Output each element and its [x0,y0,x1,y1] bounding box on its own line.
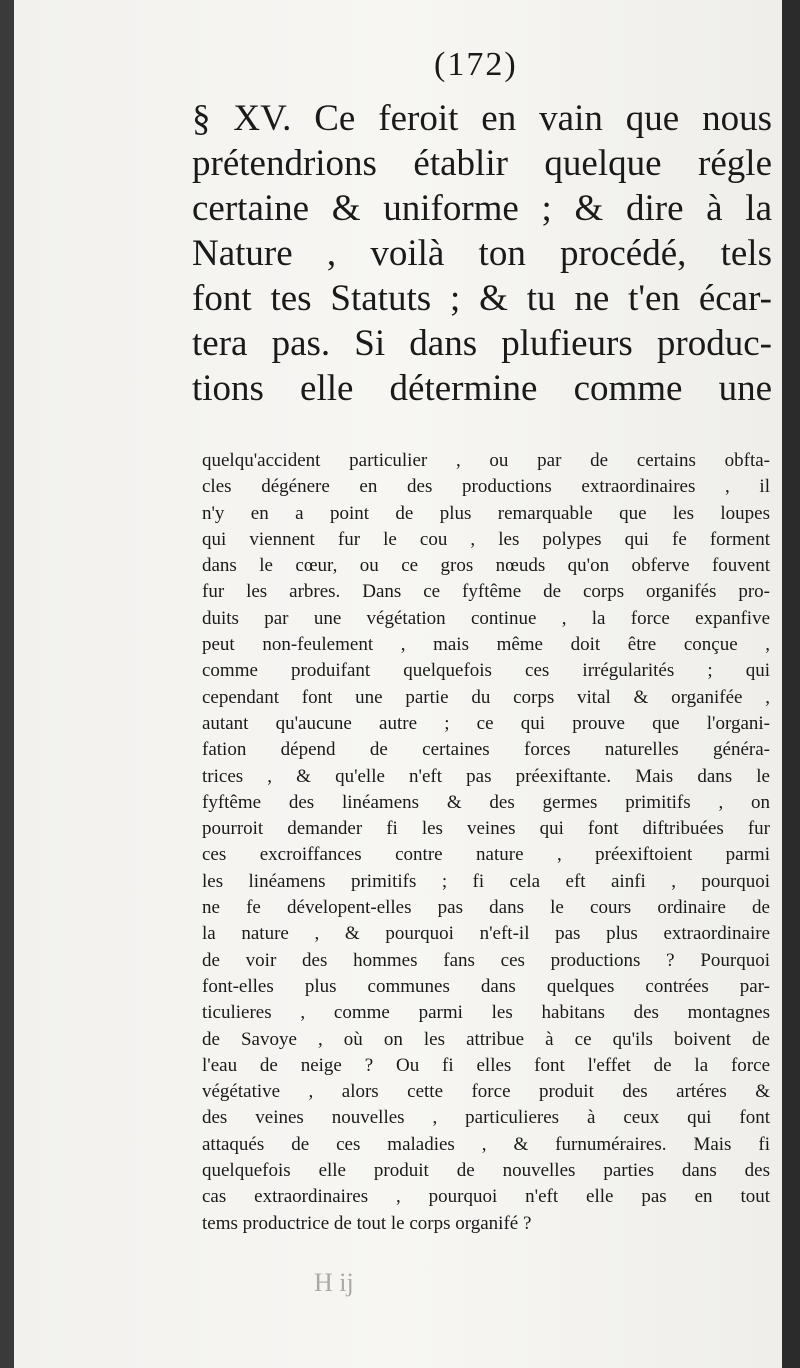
body-line: cependant font une partie du corps vital & organifée , [202,686,770,708]
body-line: qui viennent fur le cou , les polypes qui fe forment [202,528,770,550]
scan-right-edge [782,0,800,1368]
body-line: les linéamens primitifs ; fi cela eft ainfi , pourquoi [202,870,770,892]
body-line: végétative , alors cette force produit des artéres & [202,1081,770,1103]
body-line: des veines nouvelles , particulieres à ceux qui font [202,1107,770,1129]
heading-line: tera pas. Si dans plufieurs produc- [192,323,772,364]
heading-line: prétendrions établir quelque régle [192,143,772,184]
scan-left-edge [0,0,14,1368]
signature-mark: H ij [314,1268,354,1297]
book-page [14,0,782,1368]
body-line: fyftême des linéamens & des germes primitifs , on [202,791,770,813]
body-line: ticulieres , comme parmi les habitans des montagnes [202,1002,770,1024]
body-line: peut non-feulement , mais même doit être conçue , [202,634,770,656]
page-number: (172) [434,46,518,83]
body-line: cles dégénere en des productions extraordinaires , il [202,476,770,498]
body-line: ces excroiffances contre nature , préexiftoient parmi [202,844,770,866]
body-line: pourroit demander fi les veines qui font diftribuées fur [202,818,770,840]
body-line: comme produifant quelquefois ces irrégularités ; qui [202,660,770,682]
body-line: duits par une végétation continue , la force expanfive [202,607,770,629]
heading-line: § XV. Ce feroit en vain que nous [192,98,772,139]
body-line: trices , & qu'elle n'eft pas préexiftante. Mais dans le [202,765,770,787]
body-line: de Savoye , où on les attribue à ce qu'ils boivent de [202,1028,770,1050]
heading-line: font tes Statuts ; & tu ne t'en écar- [192,278,772,319]
body-line: attaqués de ces maladies , & furnuméraires. Mais fi [202,1133,770,1155]
body-line: ne fe dévelopent-elles pas dans le cours ordinaire de [202,897,770,919]
body-line: cas extraordinaires , pourquoi n'eft elle pas en tout [202,1186,770,1208]
body-line: la nature , & pourquoi n'eft-il pas plus extraordinaire [202,923,770,945]
body-line: quelqu'accident particulier , ou par de certains obfta- [202,450,770,471]
body-paragraph [202,448,770,1237]
body-line: quelquefois elle produit de nouvelles parties dans des [202,1160,770,1182]
body-line: l'eau de neige ? Ou fi elles font l'effet de la force [202,1054,770,1076]
body-line: n'y en a point de plus remarquable que les loupes [202,502,770,524]
heading-line: Nature , voilà ton procédé, tels [192,233,772,274]
body-line: autant qu'aucune autre ; ce qui prouve que l'organi- [202,712,770,734]
body-line: fation dépend de certaines forces naturelles généra- [202,739,770,761]
body-line: fur les arbres. Dans ce fyftême de corps organifés pro- [202,581,770,603]
heading-line: tions elle détermine comme une [192,368,772,409]
body-line: de voir des hommes fans ces productions ? Pourquoi [202,949,770,971]
body-line: font-elles plus communes dans quelques contrées par- [202,975,770,997]
section-heading-paragraph [192,96,772,411]
heading-line: certaine & uniforme ; & dire à la [192,188,772,229]
body-line: tems productrice de tout le corps organifé ? [202,1212,532,1234]
body-line: dans le cœur, ou ce gros nœuds qu'on obferve fouvent [202,555,770,577]
